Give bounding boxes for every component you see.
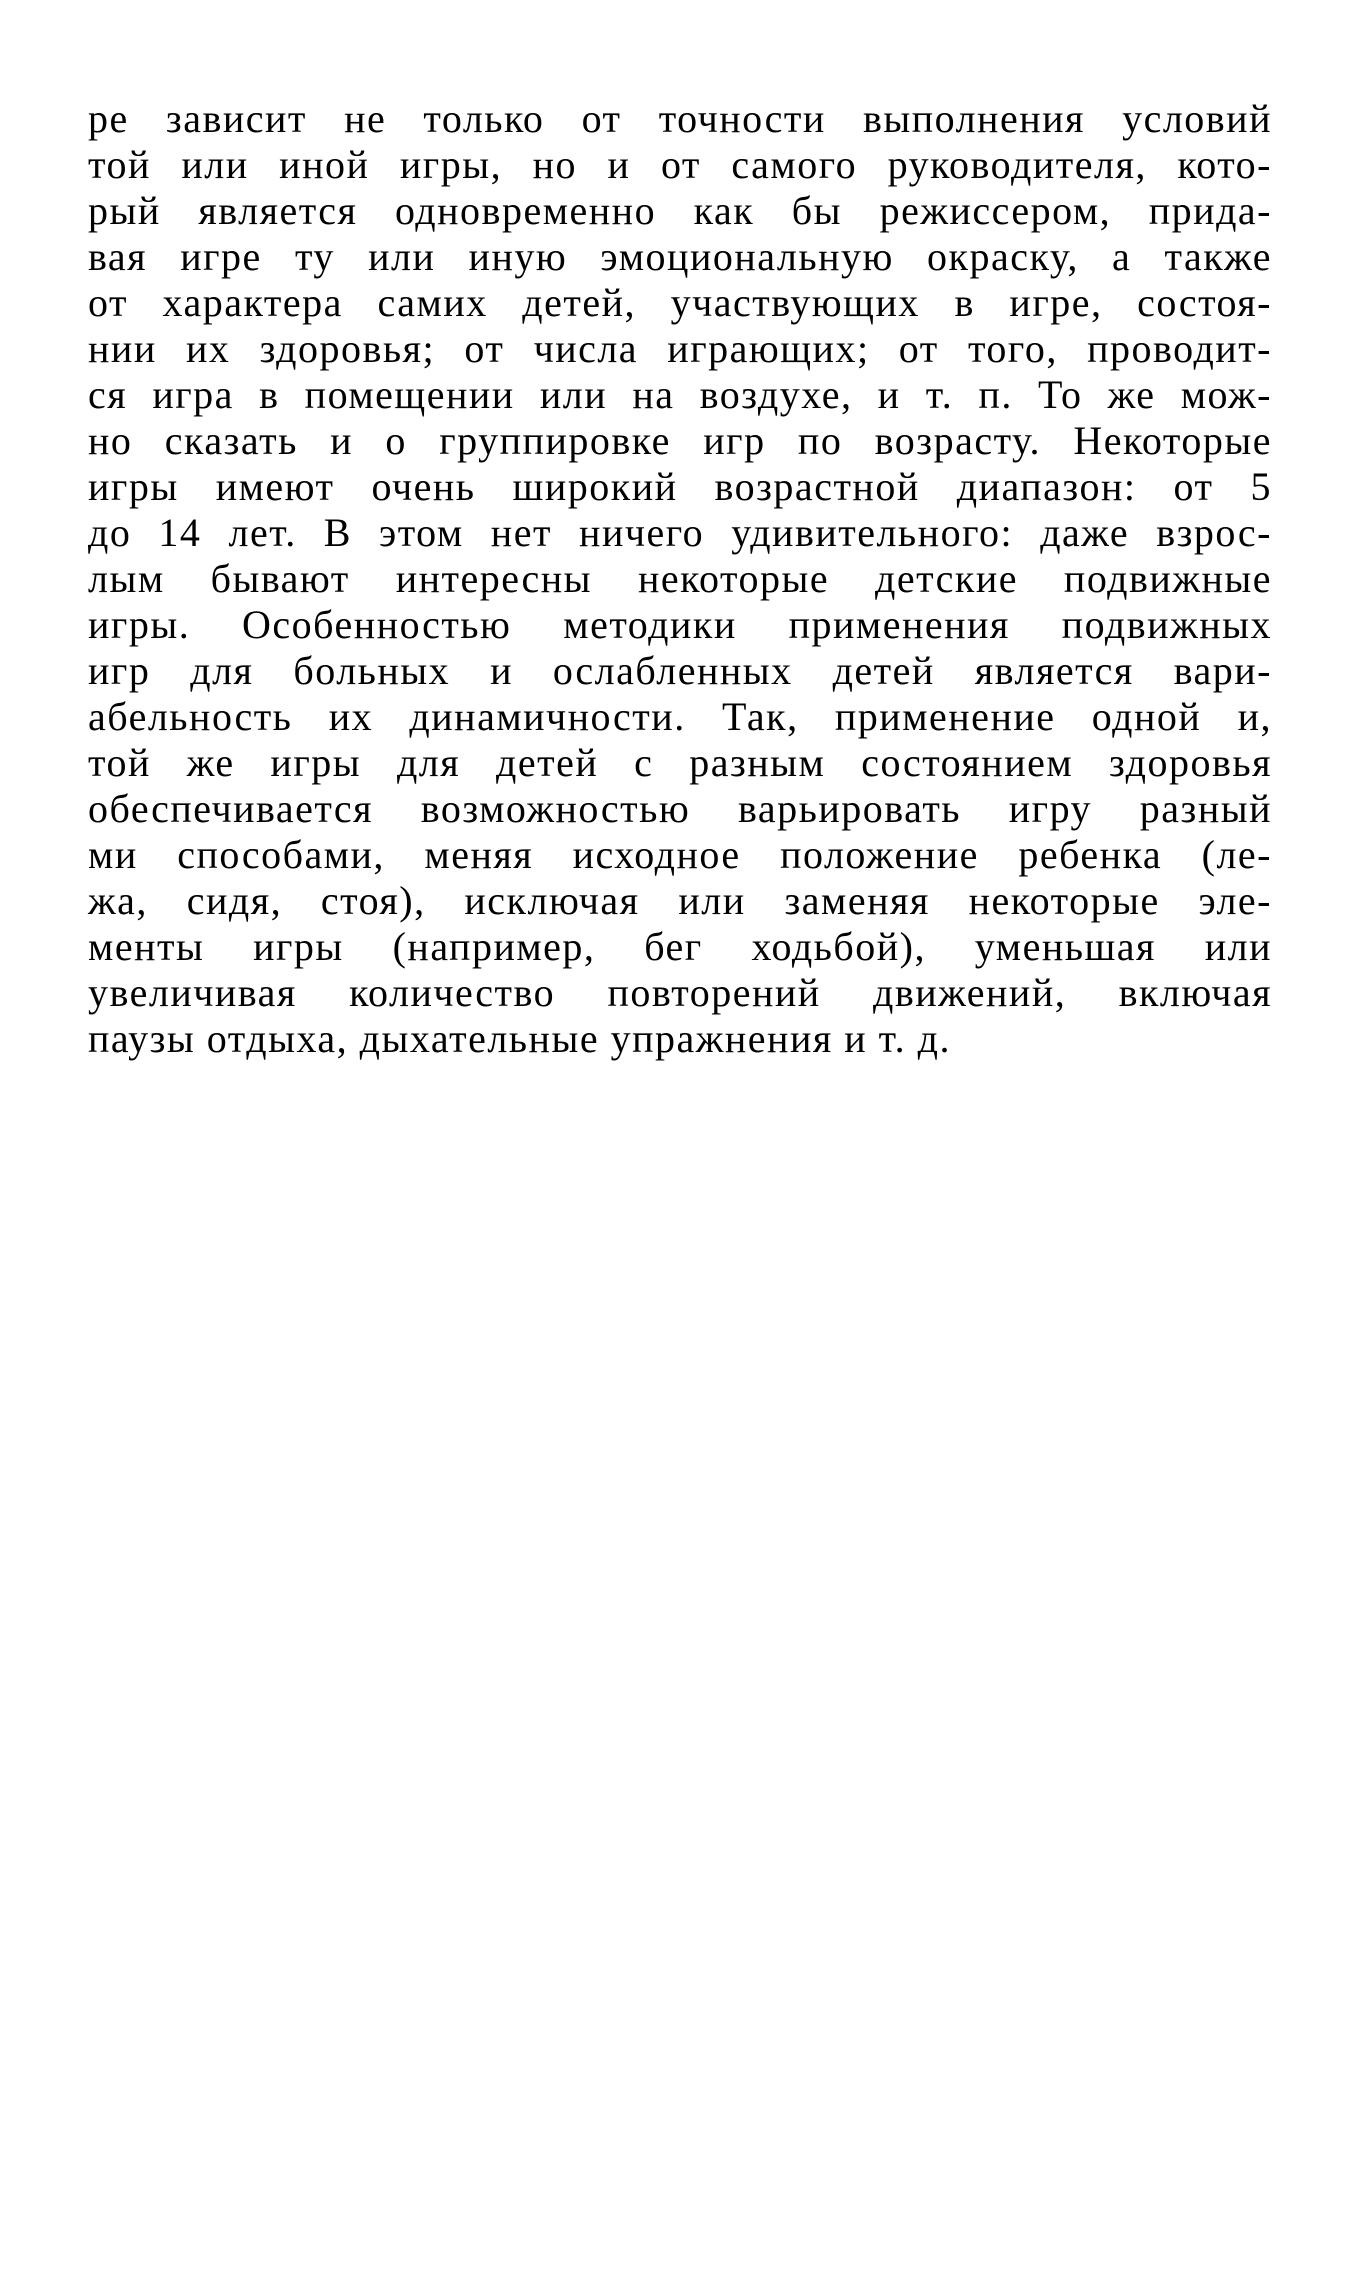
text-line: абельность их динамичности. Так, применение одной и,: [88, 694, 1272, 739]
text-line: той же игры для детей с разным состоянием здоровья: [88, 740, 1272, 785]
body-paragraph: [88, 96, 1272, 1062]
text-line: от характера самих детей, участвующих в игре, состоя-: [88, 280, 1272, 325]
text-line: увеличивая количество повторений движений, включая: [88, 970, 1272, 1015]
text-line: лым бывают интересны некоторые детские подвижные: [88, 556, 1272, 601]
text-line: до 14 лет. В этом нет ничего удивительного: даже взрос-: [88, 510, 1272, 555]
text-line: ми способами, меняя исходное положение ребенка (ле-: [88, 832, 1272, 877]
text-line: игры имеют очень широкий возрастной диапазон: от 5: [88, 464, 1272, 509]
text-line: игр для больных и ослабленных детей является вари-: [88, 648, 1272, 693]
text-line: жа, сидя, стоя), исключая или заменяя некоторые эле-: [88, 878, 1272, 923]
text-line: но сказать и о группировке игр по возрасту. Некоторые: [88, 418, 1272, 463]
text-line: вая игре ту или иную эмоциональную окраску, а также: [88, 234, 1272, 279]
text-line: ся игра в помещении или на воздухе, и т. п. То же мож-: [88, 372, 1272, 417]
text-line: ре зависит не только от точности выполнения условий: [88, 96, 1272, 141]
text-line: менты игры (например, бег ходьбой), уменьшая или: [88, 924, 1272, 969]
text-line: обеспечивается возможностью варьировать игру разный: [88, 786, 1272, 831]
text-line: нии их здоровья; от числа играющих; от того, проводит-: [88, 326, 1272, 371]
text-line: игры. Особенностью методики применения подвижных: [88, 602, 1272, 647]
text-line: рый является одновременно как бы режиссером, прида-: [88, 188, 1272, 233]
text-line: той или иной игры, но и от самого руководителя, кото-: [88, 142, 1272, 187]
text-line: паузы отдыха, дыхательные упражнения и т. д.: [88, 1016, 951, 1061]
